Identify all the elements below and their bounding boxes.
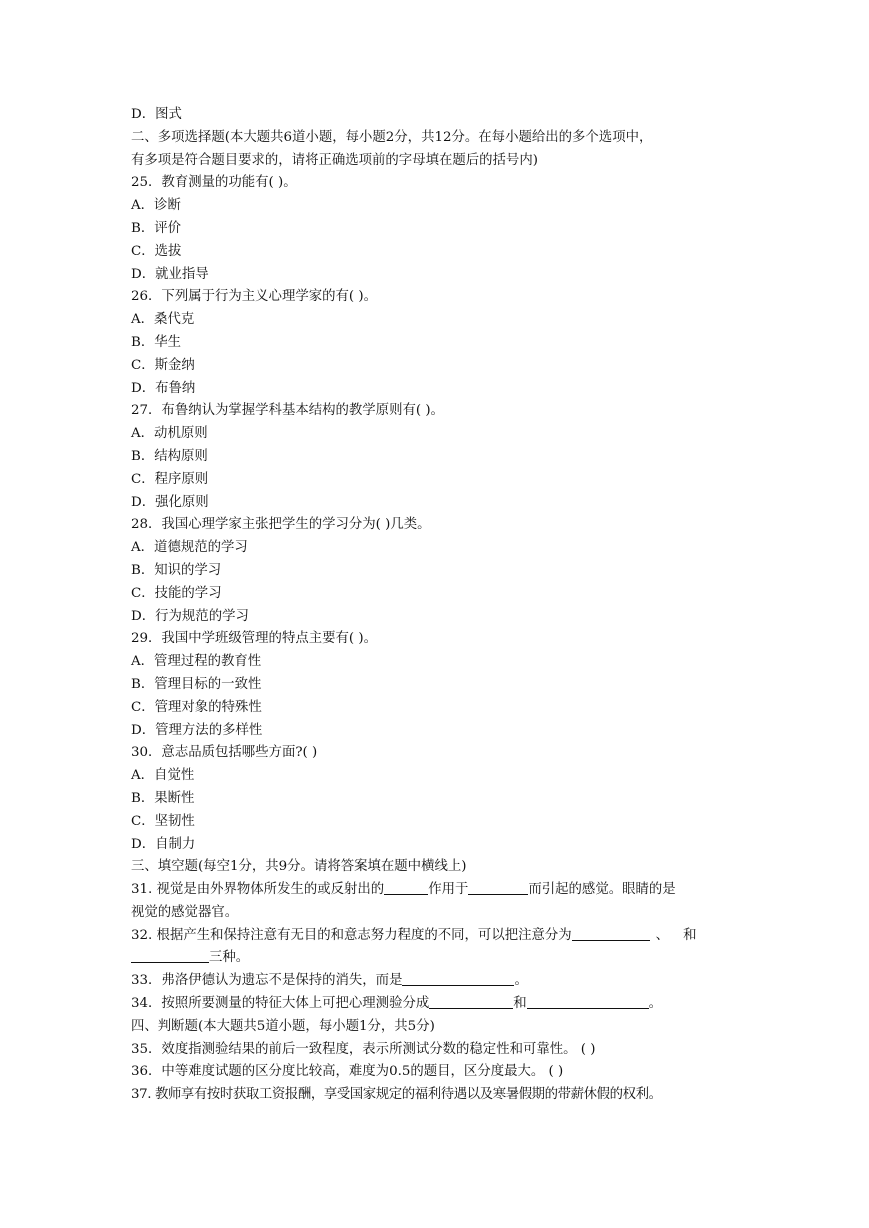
q28-option-d: D．行为规范的学习 xyxy=(131,608,249,624)
q25-option-d: D．就业指导 xyxy=(131,266,209,282)
q29-option-a: A．管理过程的教育性 xyxy=(131,654,262,670)
q34-text-c: 。 xyxy=(648,996,663,1012)
section-3-heading: 三、填空题(每空1分，共9分。请将答案填在题中横线上) xyxy=(131,859,467,875)
q29-option-b: B．管理目标的一致性 xyxy=(131,676,262,692)
question-31 xyxy=(131,879,751,902)
q25-option-a: A．诊断 xyxy=(131,198,181,214)
document-page xyxy=(131,104,751,1107)
question-34 xyxy=(131,993,751,1016)
q32-blank-1 xyxy=(572,926,650,941)
q27-option-a: A．动机原则 xyxy=(131,426,208,442)
q33-text-a: 33．弗洛伊德认为遗忘不是保持的消失，而是 xyxy=(131,973,403,989)
q29-option-c: C．管理对象的特殊性 xyxy=(131,699,262,715)
question-29: 29．我国中学班级管理的特点主要有( )。 xyxy=(131,631,377,647)
q34-text-a: 34．按照所要测量的特征大体上可把心理测验分成 xyxy=(131,996,430,1012)
q29-option-d: D．管理方法的多样性 xyxy=(131,722,263,738)
q31-blank-2 xyxy=(468,880,528,895)
question-31-cont: 视觉的感觉器官。 xyxy=(131,904,239,920)
section-2-heading-cont: 有多项是符合题目要求的，请将正确选项前的字母填在题后的括号内) xyxy=(131,152,538,168)
q32-text-a: 32. 根据产生和保持注意有无目的和意志努力程度的不同，可以把注意分为 xyxy=(131,927,572,943)
question-33 xyxy=(131,970,751,993)
q30-option-d: D．自制力 xyxy=(131,836,196,852)
option-d-schema: D．图式 xyxy=(131,107,182,122)
q27-option-c: C．程序原则 xyxy=(131,471,209,487)
q26-option-a: A．桑代克 xyxy=(131,312,195,328)
question-27: 27．布鲁纳认为掌握学科基本结构的教学原则有( )。 xyxy=(131,403,444,419)
q32-text-c: 和 xyxy=(683,927,697,943)
q31-blank-1 xyxy=(384,880,428,895)
q28-option-a: A．道德规范的学习 xyxy=(131,540,248,556)
q32-text-b: 、 xyxy=(655,927,670,943)
q30-option-b: B．果断性 xyxy=(131,790,195,806)
q34-blank-1 xyxy=(429,994,513,1009)
question-36: 36．中等难度试题的区分度比较高，难度为0.5的题目，区分度最大。 ( ) xyxy=(131,1064,564,1080)
question-32-cont xyxy=(131,947,751,970)
q33-text-b: 。 xyxy=(514,973,528,989)
q32-blank-3 xyxy=(131,948,209,963)
q30-option-c: C．坚韧性 xyxy=(131,813,195,829)
q25-option-c: C．选拔 xyxy=(131,243,182,259)
section-2-heading: 二、多项选择题(本大题共6道小题，每小题2分，共12分。在每小题给出的多个选项中， xyxy=(131,129,653,145)
question-28: 28．我国心理学家主张把学生的学习分为( )几类。 xyxy=(131,517,431,533)
q26-option-d: D．布鲁纳 xyxy=(131,380,196,396)
q31-text-a: 31. 视觉是由外界物体所发生的或反射出的 xyxy=(131,882,385,898)
question-35: 35．效度指测验结果的前后一致程度，表示所测试分数的稳定性和可靠性。 ( ) xyxy=(131,1041,596,1057)
q27-option-d: D．强化原则 xyxy=(131,494,209,510)
question-37: 37. 教师享有按时获取工资报酬，享受国家规定的福利待遇以及寒暑假期的带薪休假的权利。 xyxy=(131,1087,662,1103)
section-4-heading: 四、判断题(本大题共5道小题，每小题1分，共5分) xyxy=(131,1018,435,1034)
q32-text-d: 三种。 xyxy=(209,950,250,966)
q28-option-c: C．技能的学习 xyxy=(131,585,222,601)
q34-blank-2 xyxy=(527,994,649,1009)
question-32 xyxy=(131,925,751,948)
question-26: 26．下列属于行为主义心理学家的有( )。 xyxy=(131,289,377,305)
q26-option-b: B．华生 xyxy=(131,334,182,350)
q30-option-a: A．自觉性 xyxy=(131,768,195,784)
q27-option-b: B．结构原则 xyxy=(131,448,208,464)
question-25: 25．教育测量的功能有( )。 xyxy=(131,175,297,191)
q25-option-b: B．评价 xyxy=(131,220,182,236)
q26-option-c: C．斯金纳 xyxy=(131,357,195,373)
q28-option-b: B．知识的学习 xyxy=(131,562,222,578)
q34-text-b: 和 xyxy=(513,996,527,1012)
question-30: 30．意志品质包括哪些方面?( ) xyxy=(131,745,318,761)
q31-text-c: 而引起的感觉。眼睛的是 xyxy=(528,882,676,898)
q33-blank xyxy=(402,971,514,986)
q31-text-b: 作用于 xyxy=(428,882,469,898)
